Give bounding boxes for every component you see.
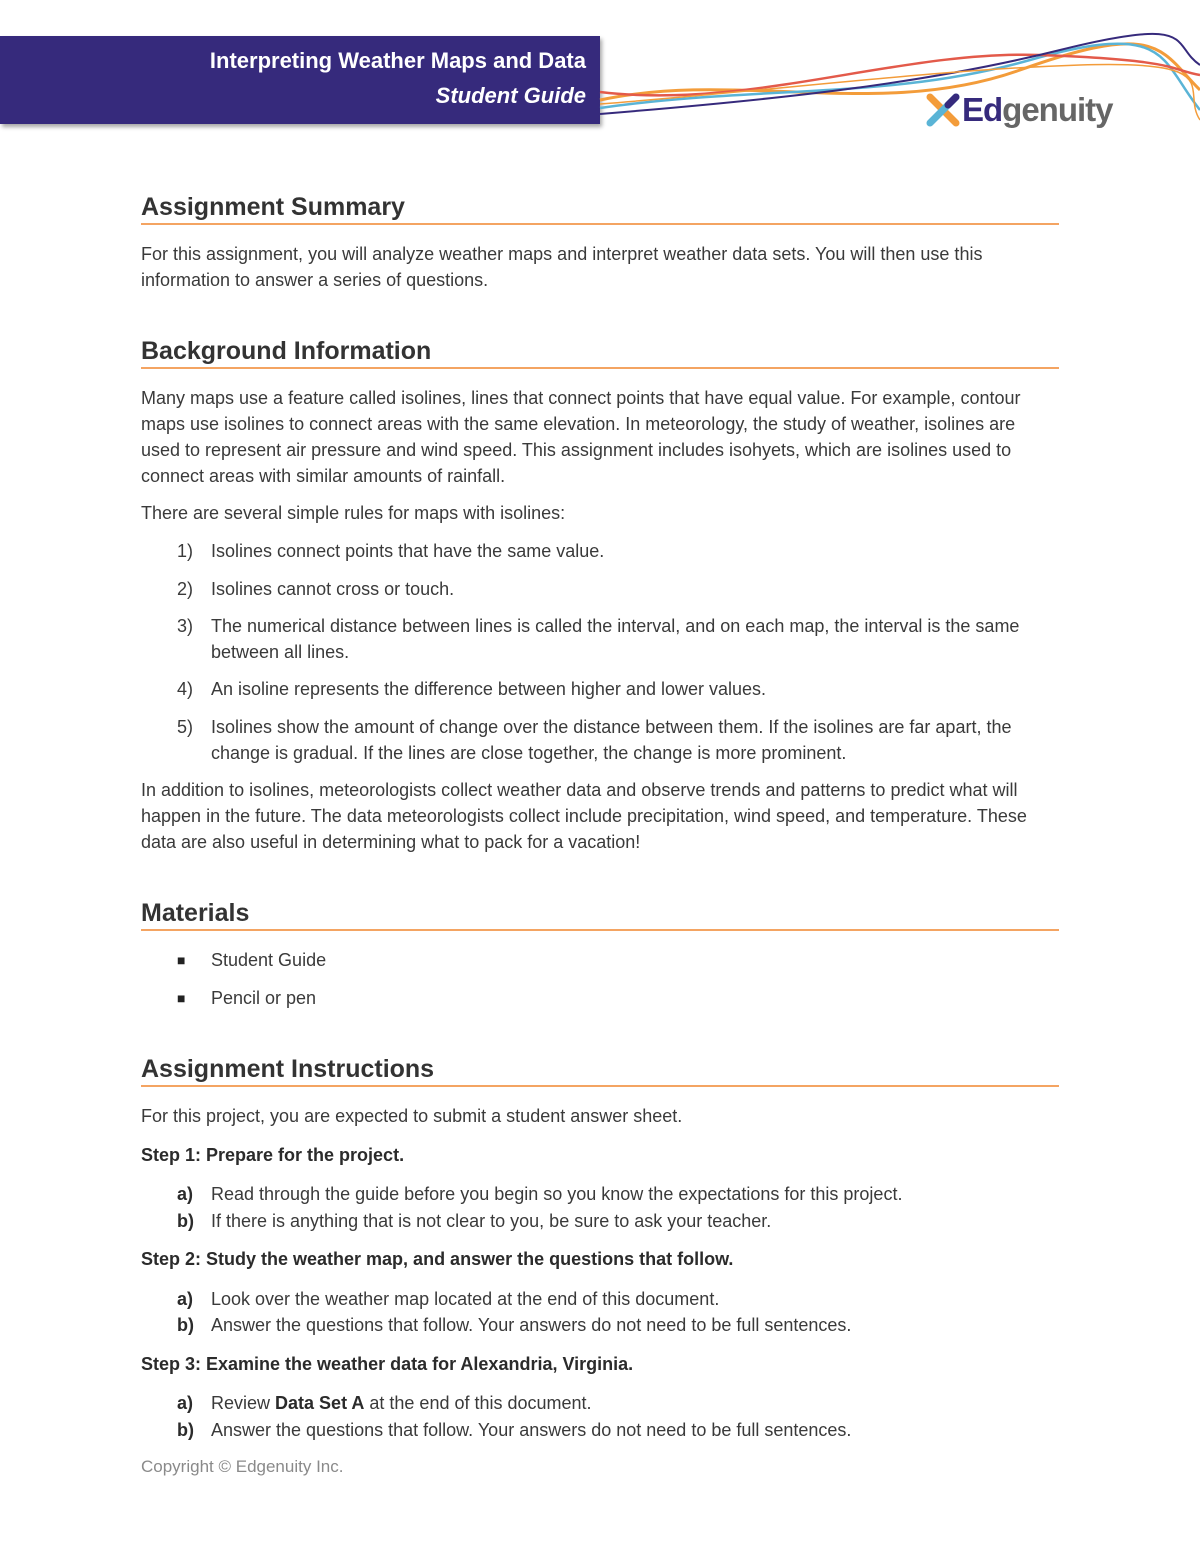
step-title: Step 3: Examine the weather data for Alexandria, Virginia. (141, 1354, 634, 1374)
background-paragraph-3: In addition to isolines, meteorologists collect weather data and observe trends and patterns to predict what will happen in the future. The data meteorologists collect include precipitation, wind speed, and temperature. These data are also useful in determining what to pack for a vacation! (141, 780, 1027, 852)
data-set-a-label: Data Set A (275, 1393, 365, 1413)
summary-text: For this assignment, you will analyze weather maps and interpret weather data sets. You will then use this information to answer a series of questions. (141, 244, 983, 290)
heading-assignment-summary: Assignment Summary (141, 193, 1059, 225)
step-title: Step 2: Study the weather map, and answer the questions that follow. (141, 1249, 734, 1269)
background-paragraph-1: Many maps use a feature called isolines, lines that connect points that have equal value. For example, contour maps use isolines to connect areas with the same elevation. In meteorology, the study of weather, isolines are used to represent air pressure and wind speed. This assignment includes isohyets, which are isolines used to connect areas with similar amounts of rainfall. (141, 388, 1021, 486)
background-paragraph-2: There are several simple rules for maps with isolines: (141, 503, 566, 523)
logo-wordmark: Edgenuity (962, 91, 1113, 128)
heading-background-information: Background Information (141, 337, 1059, 369)
heading-assignment-instructions: Assignment Instructions (141, 1055, 1059, 1087)
bullet-icon: ■ (177, 990, 186, 1006)
header-banner (0, 36, 600, 124)
heading-materials: Materials (141, 899, 1059, 931)
x-mark-icon (926, 93, 960, 127)
instructions-intro: For this project, you are expected to submit a student answer sheet. (141, 1106, 683, 1126)
copyright-footer: Copyright © Edgenuity Inc. (141, 1457, 344, 1476)
step-title: Step 1: Prepare for the project. (141, 1145, 405, 1165)
bullet-icon: ■ (177, 952, 186, 968)
document-title: Interpreting Weather Maps and Data (209, 48, 586, 73)
document-subtitle: Student Guide (435, 83, 586, 108)
